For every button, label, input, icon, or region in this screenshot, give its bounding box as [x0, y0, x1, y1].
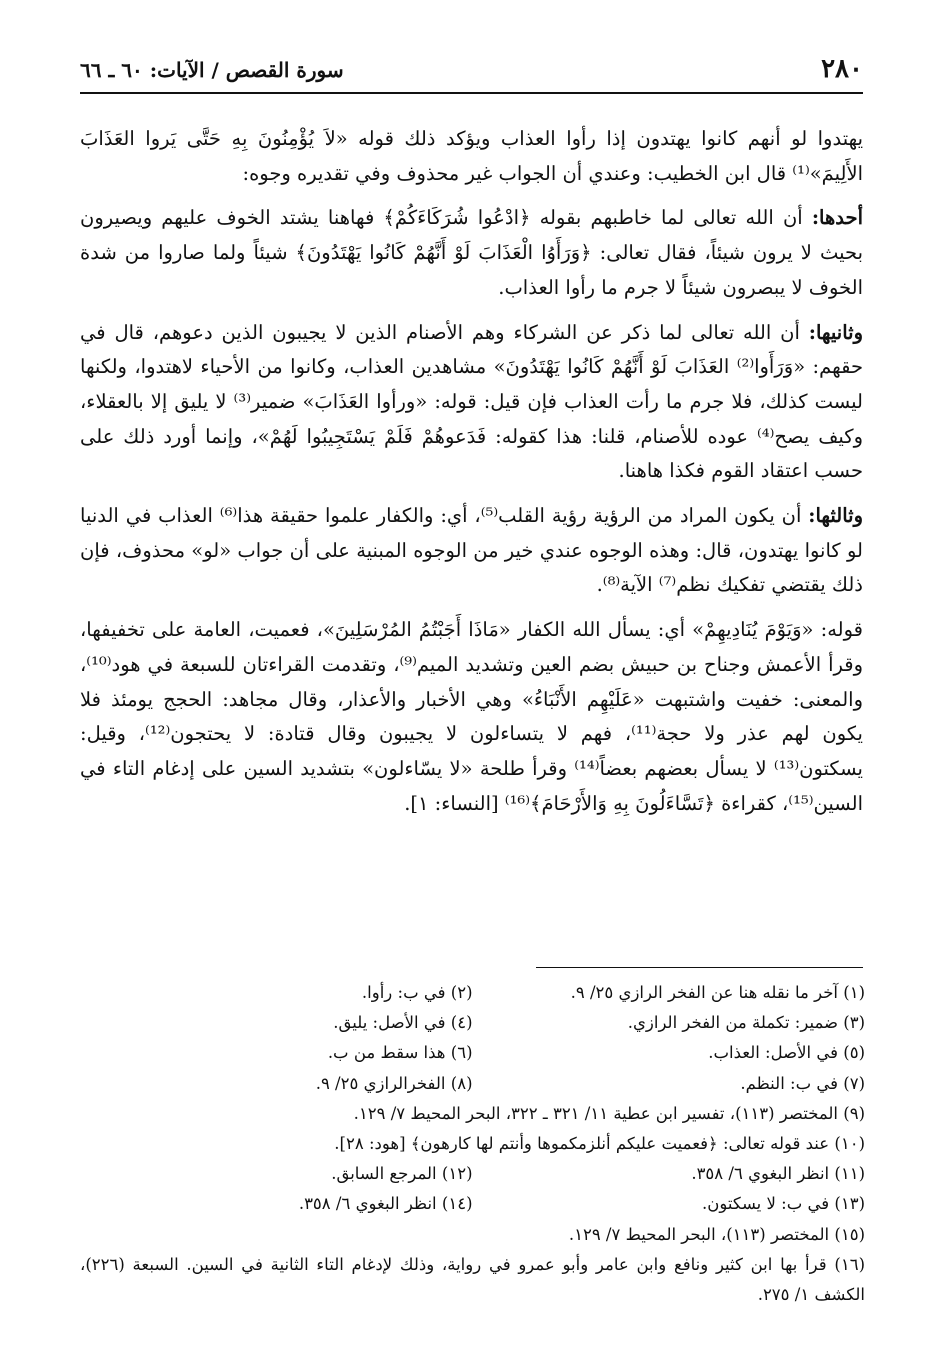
footnote-separator	[536, 967, 863, 968]
footnote-11: (١١) انظر البغوي ٦/ ٣٥٨.	[691, 1164, 865, 1184]
footnote-row	[80, 978, 865, 1008]
footnotes	[80, 978, 865, 1310]
footnote-row	[80, 1189, 865, 1219]
footnote-8: (٨) الفخرالرازي ٢٥/ ٩.	[315, 1073, 473, 1093]
footnote-3: (٣) ضمير: تكملة من الفخر الرازي.	[627, 1013, 865, 1033]
paragraph-second-reason	[80, 316, 863, 490]
footnote-10: (١٠) عند قوله تعالى: ﴿فعميت عليكم أنلزمكموها وأنتم لها كارهون﴾ [هود: ٢٨].	[334, 1134, 865, 1154]
footnote-12: (١٢) المرجع السابق.	[331, 1164, 473, 1184]
footnote-13: (١٣) في ب: لا يسكتون.	[701, 1194, 865, 1214]
paragraph-intro: يهتدوا لو أنهم كانوا يهتدون إذا رأوا العذاب ويؤكد ذلك قوله «لاَ يُؤْمِنُونَ بِهِ حَتَّى يَروا العَذَابَ الأَلِيمَ»⁽¹⁾ قال ابن الخطيب: وعندي أن الجواب غير محذوف وفي تقديره وجوه:	[80, 127, 863, 185]
footnote-16: (١٦) قرأ بها ابن كثير ونافع وابن عامر وأبو عمرو في رواية، وذلك لإدغام التاء الثانية في السين. السبعة (٢٢٦)، الكشف ١/ ٢٧٥.	[80, 1254, 865, 1305]
footnote-9: (٩) المختصر (١١٣)، تفسير ابن عطية ١١/ ٣٢١ ـ ٣٢٢، البحر المحيط ٧/ ١٢٩.	[353, 1103, 865, 1123]
running-title: سورة القصص / الآيات: ٦٠ ـ ٦٦	[80, 58, 344, 82]
header-rule	[80, 92, 863, 94]
footnote-4: (٤) في الأصل: يليق.	[333, 1013, 473, 1033]
footnote-15: (١٥) المختصر (١١٣)، البحر المحيط ٧/ ١٢٩.	[568, 1224, 865, 1244]
footnote-14: (١٤) انظر البغوي ٦/ ٣٥٨.	[298, 1194, 473, 1214]
paragraph-lead: وثالثها:	[808, 504, 863, 528]
page-number: ٢٨٠	[821, 54, 863, 84]
paragraph-commentary: قوله: «وَيَوْمَ يُنَادِيهِمْ» أي: يسأل الله الكفار «مَاذَا أَجَبْتُمُ المُرْسَلِينَ»، فعميت، العامة على تخفيفها، وقرأ الأعمش وجناح بن حبيش بضم العين وتشديد الميم⁽⁹⁾، وتقدمت القراءتان للسبعة في هود⁽¹⁰⁾، والمعنى: خفيت واشتبهت «عَلَيْهِم الأَنْبَاءُ» وهي الأخبار والأعذار، وقال مجاهد: الحجج يومئذ فلا يكون لهم عذر ولا حجة⁽¹¹⁾، فهم لا يتساءلون لا يجيبون وقال قتادة: لا يحتجون⁽¹²⁾، وقيل: يسكتون⁽¹³⁾ لا يسأل بعضهم بعضاً⁽¹⁴⁾ وقرأ طلحة «لا يسّاءلون» بتشديد السين على إدغام التاء في السين⁽¹⁵⁾، كقراءة ﴿تَسَّاءَلُونَ بِهِ وَالأَرْحَامَ﴾⁽¹⁶⁾ [النساء: ١].	[80, 618, 863, 815]
footnote-row	[80, 1008, 865, 1038]
paragraph-text: أن الله تعالى لما خاطبهم بقوله ﴿ادْعُوا شُرَكَاءَكُمْ﴾ فهاهنا يشتد الخوف عليهم ويصيرون بحيث لا يرون شيئاً، فقال تعالى: ﴿وَرَأَوُا الْعَذَابَ لَوْ أَنَّهُمْ كَانُوا يَهْتَدُونَ﴾ شيئاً ولما صاروا من شدة الخوف لا يبصرون شيئاً لا جرم ما رأوا العذاب.	[80, 206, 863, 299]
paragraph-lead: وثانيها:	[808, 320, 863, 344]
paragraph-lead: أحدها:	[811, 206, 863, 230]
main-text	[80, 122, 863, 831]
footnote-row	[80, 1159, 865, 1189]
footnote-2: (٢) في ب: رأوا.	[361, 983, 473, 1002]
footnote-7: (٧) في ب: النظم.	[740, 1073, 865, 1093]
footnote-row	[80, 1038, 865, 1068]
paragraph-text: أن الله تعالى لما ذكر عن الشركاء وهم الأصنام الذين لا يجيبون الذين دعوهم، قال في حقهم: «وَرَأَوا⁽²⁾ العَذَابَ لَوْ أَنَّهُمْ كَانُوا يَهْتَدُونَ» مشاهدين العذاب، وكانوا من الأحياء لاهتدوا، ولكنها ليست كذلك، فلا جرم ما رأت العذاب فإن قيل: قوله: «ورأوا العَذَابَ» ضمير⁽³⁾ لا يليق إلا بالعقلاء، وكيف يصح⁽⁴⁾ عوده للأصنام، قلنا: هذا كقوله: فَدَعوهُمْ فَلَمْ يَسْتَجِيبُوا لَهُمْ»، وإنما أورد ذلك على حسب اعتقاد القوم فكذا هاهنا.	[80, 320, 863, 483]
page-header	[80, 52, 863, 92]
footnote-5: (٥) في الأصل: العذاب.	[708, 1043, 865, 1063]
paragraph-text: أن يكون المراد من الرؤية رؤية القلب⁽⁵⁾، أي: والكفار علموا حقيقة هذا⁽⁶⁾ العذاب في الدنيا لو كانوا يهتدون، قال: وهذه الوجوه عندي خير من الوجوه المبنية على أن جواب «لو» محذوف، فإن ذلك يقتضي تفكيك نظم⁽⁷⁾ الآية⁽⁸⁾.	[80, 504, 863, 597]
paragraph-third-reason	[80, 499, 863, 603]
footnote-6: (٦) هذا سقط من ب.	[327, 1043, 473, 1063]
footnote-1: (١) آخر ما نقله هنا عن الفخر الرازي ٢٥/ ٩.	[570, 983, 865, 1002]
footnote-row	[80, 1069, 865, 1099]
paragraph-first-reason	[80, 201, 863, 305]
